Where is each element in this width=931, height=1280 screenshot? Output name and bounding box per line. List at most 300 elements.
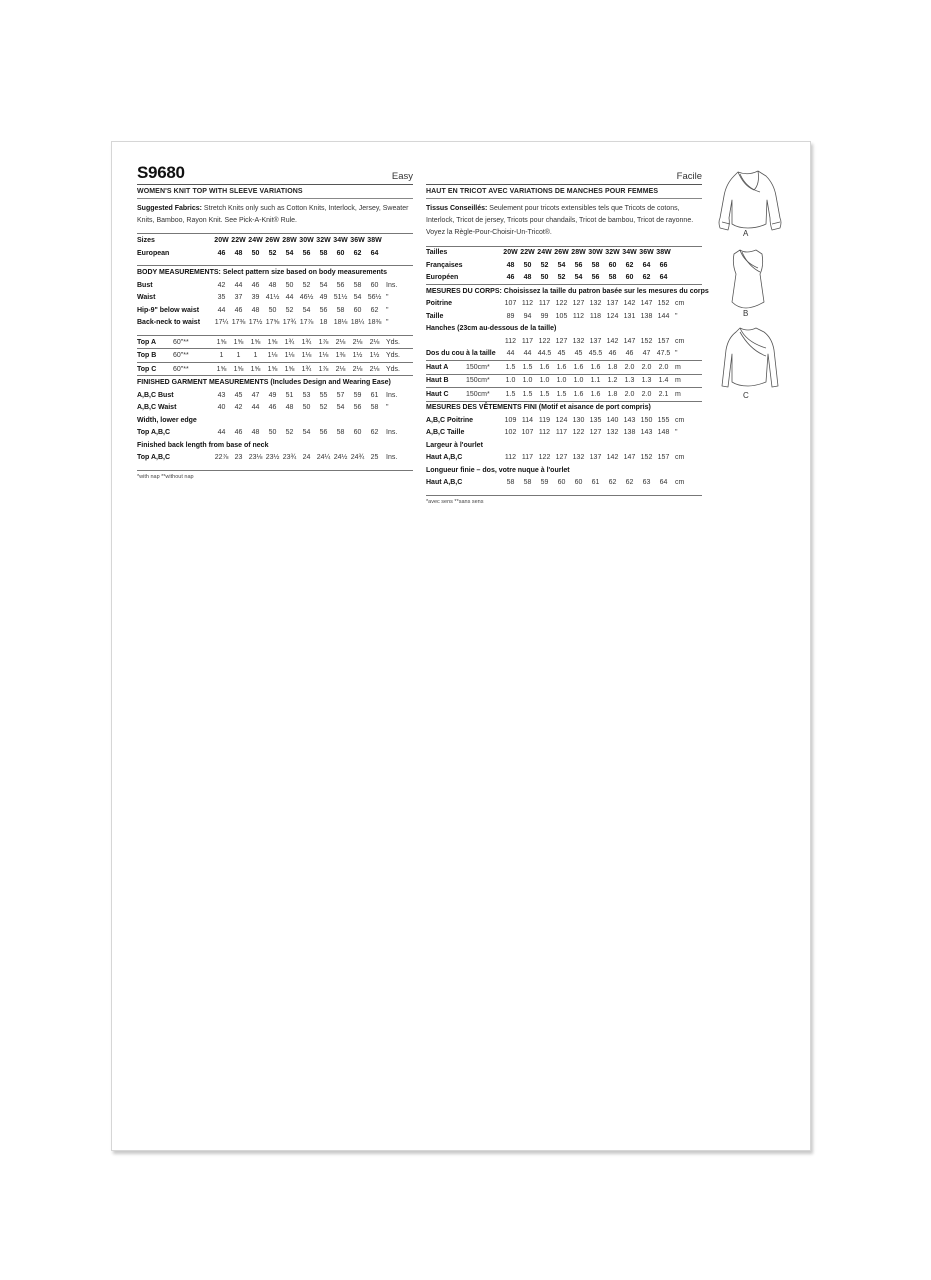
table-cell: 49 [268, 391, 277, 399]
table-cell: 23½ [265, 454, 280, 462]
row-label [426, 335, 502, 348]
table-cell: 112 [521, 300, 534, 308]
table-cell: 17⅜ [231, 319, 246, 327]
table-cell: 44.5 [537, 350, 552, 358]
table-cell: 44 [234, 281, 243, 289]
table-cell: 50 [268, 429, 277, 437]
table-cell: 22W [519, 246, 536, 259]
section-heading-row [426, 439, 702, 452]
yardage-row [426, 374, 702, 388]
section-heading [137, 376, 413, 389]
table-cell: 54 [574, 274, 583, 282]
table-cell: 57 [336, 391, 345, 399]
table-cell: 1⅝ [281, 362, 298, 376]
row-sub: 150cm* [466, 361, 502, 375]
table-cell: 62 [642, 274, 651, 282]
table-cell: 117 [538, 300, 551, 308]
english-measurements-table [137, 233, 413, 464]
table-cell: 1⅝ [230, 362, 247, 376]
section-heading-row [137, 376, 413, 389]
table-cell: 56 [319, 429, 328, 437]
top-b-sketch-icon [732, 250, 764, 308]
row-unit: cm [675, 416, 685, 424]
row-label: Dos du cou à la taille [426, 350, 496, 358]
row-unit: cm [675, 454, 685, 462]
table-cell: 38W [366, 234, 383, 247]
table-cell: 1.6 [587, 388, 604, 402]
row-sub: 60"** [173, 335, 213, 349]
table-cell: 47 [642, 350, 651, 358]
table-cell: 147 [623, 454, 636, 462]
table-cell: 107 [504, 300, 517, 308]
table-cell: 2.0 [621, 361, 638, 375]
table-cell: 59 [540, 479, 549, 487]
table-cell: 45 [574, 350, 583, 358]
table-cell: 54 [302, 306, 311, 314]
table-cell: 51½ [333, 294, 348, 302]
row-sub: 60"** [173, 349, 213, 363]
table-cell: 142 [606, 337, 619, 345]
body-row [426, 298, 702, 311]
table-cell: 132 [572, 337, 585, 345]
table-cell: 147 [640, 300, 653, 308]
table-cell: 44 [217, 429, 226, 437]
row-unit: " [386, 404, 389, 412]
row-label: Poitrine [426, 300, 453, 308]
table-cell: 102 [504, 429, 517, 437]
french-column [426, 166, 709, 506]
table-cell: 137 [589, 454, 602, 462]
table-cell: 1.0 [536, 374, 553, 388]
table-cell: 118 [589, 312, 602, 320]
table-cell: 1 [213, 349, 230, 363]
row-label: Waist [137, 294, 156, 302]
row-unit: Ins. [386, 281, 398, 289]
table-cell: 49 [319, 294, 328, 302]
table-cell: 39 [251, 294, 260, 302]
table-cell: 138 [640, 312, 653, 320]
table-cell: 45.5 [588, 350, 603, 358]
row-unit [383, 247, 413, 260]
european-row [137, 247, 413, 260]
view-label-c: C [743, 391, 749, 400]
table-cell: 48 [268, 281, 277, 289]
table-cell: 2.0 [621, 388, 638, 402]
body-row [137, 304, 413, 317]
table-cell: 22W [230, 234, 247, 247]
length-row [426, 477, 702, 490]
table-cell: 112 [572, 312, 585, 320]
table-cell: 54 [285, 249, 294, 257]
section-heading-row [426, 323, 702, 336]
table-cell: 1¾ [298, 362, 315, 376]
section-heading [426, 323, 702, 336]
row-label: A,B,C Bust [137, 391, 174, 399]
finished-row [426, 414, 702, 427]
table-cell: 122 [572, 429, 585, 437]
table-cell: 157 [657, 337, 670, 345]
table-cell: 44 [251, 404, 260, 412]
dos-row [426, 348, 702, 361]
table-cell: 140 [606, 416, 619, 424]
yardage-row [137, 335, 413, 349]
table-cell: 62 [625, 479, 634, 487]
table-cell: 46 [234, 429, 243, 437]
table-cell: 124 [606, 312, 619, 320]
finished-row [137, 389, 413, 402]
table-cell: 48 [506, 261, 515, 269]
section-heading-row [137, 414, 413, 427]
row-unit: cm [675, 300, 685, 308]
sizes-row [137, 234, 413, 247]
table-cell: 24W [536, 246, 553, 259]
table-cell: 142 [606, 454, 619, 462]
table-cell: 1 [230, 349, 247, 363]
table-cell: 50 [540, 274, 549, 282]
table-cell: 56 [591, 274, 600, 282]
table-cell: 1.1 [587, 374, 604, 388]
table-cell: 56 [336, 281, 345, 289]
table-cell: 37 [234, 294, 243, 302]
suggested-fabrics [137, 203, 413, 227]
table-cell: 117 [521, 337, 534, 345]
row-unit: Yds. [383, 349, 413, 363]
table-cell: 46 [234, 306, 243, 314]
yardage-row [137, 349, 413, 363]
section-heading-text: BODY MEASUREMENTS: [137, 269, 221, 277]
row-label: Haut B [426, 374, 466, 388]
row-label: Top A [137, 335, 173, 349]
table-cell: 2⅛ [332, 362, 349, 376]
table-cell: 42 [217, 281, 226, 289]
table-cell: 132 [572, 454, 585, 462]
table-cell: 132 [589, 300, 602, 308]
row-unit: " [386, 319, 389, 327]
table-cell: 30W [298, 234, 315, 247]
row-unit: cm [675, 479, 685, 487]
row-sub: 60"** [173, 362, 213, 376]
top-a-sketch-icon [719, 171, 781, 230]
table-cell: 56 [353, 404, 362, 412]
table-cell: 112 [504, 337, 517, 345]
table-cell: 132 [606, 429, 619, 437]
row-label: Top A,B,C [137, 429, 171, 437]
table-cell: 58 [523, 479, 532, 487]
row-sub: 150cm* [466, 388, 502, 402]
table-cell: 64 [659, 274, 668, 282]
table-cell: 144 [657, 312, 670, 320]
row-label: Haut C [426, 388, 466, 402]
table-cell: 23⅛ [248, 454, 263, 462]
table-cell: 56 [302, 249, 311, 257]
view-label-a: A [743, 229, 749, 238]
table-cell: 17⅝ [265, 319, 280, 327]
table-cell: 99 [540, 312, 549, 320]
table-cell: 34W [621, 246, 638, 259]
hanches-row [426, 335, 702, 348]
europeen-row [426, 272, 702, 285]
table-cell: 112 [504, 454, 517, 462]
table-cell: 117 [555, 429, 568, 437]
table-cell: 44 [217, 306, 226, 314]
table-cell: 46 [217, 249, 226, 257]
table-cell: 24½ [333, 454, 348, 462]
table-cell: 18⅛ [333, 319, 348, 327]
row-label: A,B,C Waist [137, 404, 177, 412]
table-cell: 1⅜ [332, 349, 349, 363]
table-cell: 131 [623, 312, 636, 320]
table-cell: 155 [657, 416, 670, 424]
table-cell: 44 [285, 294, 294, 302]
table-cell: 52 [557, 274, 566, 282]
table-cell: 137 [589, 337, 602, 345]
table-cell: 1.8 [604, 361, 621, 375]
table-cell: 47 [251, 391, 260, 399]
table-cell: 45 [557, 350, 566, 358]
table-cell: 54 [353, 294, 362, 302]
table-cell: 1.6 [570, 388, 587, 402]
table-cell: 52 [285, 429, 294, 437]
table-cell: 48 [251, 429, 260, 437]
table-cell: 26W [264, 234, 281, 247]
row-unit: " [386, 306, 389, 314]
row-unit: Yds. [383, 335, 413, 349]
section-heading [137, 266, 413, 279]
table-cell: 30W [587, 246, 604, 259]
length-row [137, 451, 413, 464]
table-cell: 2.0 [638, 388, 655, 402]
section-heading-row [426, 285, 702, 298]
row-unit: cm [675, 337, 685, 345]
table-cell: 54 [319, 281, 328, 289]
table-cell: 47.5 [656, 350, 671, 358]
table-cell: 62 [370, 429, 379, 437]
french-header [426, 166, 702, 184]
table-cell: 1⅝ [264, 335, 281, 349]
section-heading [426, 401, 702, 414]
table-cell: 147 [623, 337, 636, 345]
row-unit: " [675, 429, 678, 437]
table-cell: 50 [251, 249, 260, 257]
table-cell: 94 [523, 312, 532, 320]
table-cell: 46½ [299, 294, 314, 302]
row-unit: Ins. [386, 391, 398, 399]
table-cell: 24W [247, 234, 264, 247]
table-cell: 48 [523, 274, 532, 282]
table-cell: 1¾ [298, 335, 315, 349]
table-cell: 60 [370, 281, 379, 289]
table-cell: 122 [555, 300, 568, 308]
table-cell: 1.2 [604, 374, 621, 388]
table-cell: 1 [247, 349, 264, 363]
table-cell: 117 [521, 454, 534, 462]
table-cell: 17¾ [282, 319, 297, 327]
table-cell: 1.5 [519, 361, 536, 375]
suggested-fabrics-fr [426, 203, 702, 240]
fabrics-text: Stretch Knits only such as Cotton Knits, Interlock, Jersey, Sweater Knits, Bamboo, Rayon Knit. See Pick-A-Knit® Rule. [137, 205, 409, 225]
table-cell: 1⅝ [213, 362, 230, 376]
table-cell: 56 [319, 306, 328, 314]
table-cell: 62 [370, 306, 379, 314]
yardage-row [426, 361, 702, 375]
section-heading [137, 439, 413, 452]
table-cell: 17⅞ [299, 319, 314, 327]
table-cell: 1⅛ [281, 349, 298, 363]
table-cell: 28W [570, 246, 587, 259]
table-cell: 63 [642, 479, 651, 487]
table-cell: 127 [555, 337, 568, 345]
table-cell: 1.6 [536, 361, 553, 375]
table-cell: 50 [523, 261, 532, 269]
table-cell: 1.4 [655, 374, 672, 388]
row-label: European [137, 249, 170, 257]
row-unit [672, 246, 702, 259]
table-cell: 23¾ [282, 454, 297, 462]
table-cell: 1⅞ [315, 362, 332, 376]
table-cell: 56 [574, 261, 583, 269]
table-cell: 28W [281, 234, 298, 247]
view-sketches [710, 166, 790, 406]
body-row [426, 310, 702, 323]
yardage-row [426, 388, 702, 402]
table-cell: 1.0 [553, 374, 570, 388]
table-cell: 1.5 [536, 388, 553, 402]
table-cell: 127 [589, 429, 602, 437]
table-cell: 1½ [349, 349, 366, 363]
table-cell: 52 [285, 306, 294, 314]
table-cell: 38W [655, 246, 672, 259]
table-cell: 64 [659, 479, 668, 487]
table-cell: 52 [319, 404, 328, 412]
table-cell: 130 [572, 416, 585, 424]
finished-row [426, 427, 702, 440]
table-cell: 1⅝ [247, 335, 264, 349]
section-heading-text: Longueur finie – dos, votre nuque à l'ourlet [426, 466, 570, 474]
table-cell: 46 [506, 274, 515, 282]
table-cell: 143 [623, 416, 636, 424]
yardage-row [137, 362, 413, 376]
table-cell: 61 [370, 391, 379, 399]
row-label: Top C [137, 362, 173, 376]
table-cell: 1.6 [570, 361, 587, 375]
section-heading-rest: Select pattern size based on body measurements [222, 269, 388, 277]
table-cell: 1⅛ [264, 349, 281, 363]
row-label: Back-neck to waist [137, 319, 201, 327]
view-label-b: B [743, 309, 749, 318]
table-cell: 157 [657, 454, 670, 462]
table-cell: 20W [502, 246, 519, 259]
table-cell: 54 [557, 261, 566, 269]
table-cell: 35 [217, 294, 226, 302]
table-cell: 2.0 [638, 361, 655, 375]
french-footnote: *avec sens **sans sens [426, 495, 702, 505]
row-label: Haut A,B,C [426, 454, 463, 462]
pattern-code: S9680 [137, 163, 185, 182]
table-cell: 55 [319, 391, 328, 399]
table-cell: 1.0 [502, 374, 519, 388]
row-label: Haut A,B,C [426, 479, 463, 487]
table-cell: 46 [251, 281, 260, 289]
row-label: Sizes [137, 234, 213, 247]
table-cell: 18⅜ [367, 319, 382, 327]
table-cell: 60 [336, 249, 345, 257]
table-cell: 58 [353, 281, 362, 289]
section-heading-text: Largeur à l'ourlet [426, 441, 483, 449]
table-cell: 1.6 [587, 361, 604, 375]
table-cell: 32W [315, 234, 332, 247]
row-unit: " [675, 312, 678, 320]
section-heading-row [426, 464, 702, 477]
row-sub: 150cm* [466, 374, 502, 388]
table-cell: 53 [302, 391, 311, 399]
table-cell: 105 [555, 312, 568, 320]
table-cell: 58 [370, 404, 379, 412]
pattern-title: WOMEN'S KNIT TOP WITH SLEEVE VARIATIONS [137, 184, 413, 199]
table-cell: 18¼ [350, 319, 365, 327]
section-heading [426, 439, 702, 452]
section-heading-text: MESURES DES VÊTEMENTS FINI (Motif et aisance de port compris) [426, 404, 651, 412]
table-cell: 24¼ [316, 454, 331, 462]
english-footnote: *with nap **without nap [137, 470, 413, 480]
width-row [137, 426, 413, 439]
table-cell: 124 [555, 416, 568, 424]
francaises-row [426, 259, 702, 272]
table-cell: 52 [268, 249, 277, 257]
table-cell: 58 [319, 249, 328, 257]
table-cell: 50 [268, 306, 277, 314]
table-cell: 48 [234, 249, 243, 257]
table-cell: 32W [604, 246, 621, 259]
pattern-title-fr: HAUT EN TRICOT AVEC VARIATIONS DE MANCHES POUR FEMMES [426, 184, 702, 199]
finished-row [137, 401, 413, 414]
table-cell: 44 [506, 350, 515, 358]
table-cell: 36W [349, 234, 366, 247]
row-unit: " [386, 294, 389, 302]
section-heading [137, 414, 413, 427]
body-row [137, 279, 413, 292]
table-cell: 1⅛ [298, 349, 315, 363]
table-cell: 1⅝ [230, 335, 247, 349]
table-cell: 46 [608, 350, 617, 358]
table-cell: 26W [553, 246, 570, 259]
section-heading-text: FINISHED GARMENT MEASUREMENTS (Includes Design and Wearing Ease) [137, 379, 391, 387]
table-cell: 112 [538, 429, 551, 437]
table-cell: 54 [336, 404, 345, 412]
row-unit: m [672, 374, 702, 388]
row-label: Françaises [426, 261, 463, 269]
view-sketches-svg [710, 166, 790, 406]
width-row [426, 452, 702, 465]
body-row [137, 316, 413, 329]
table-cell: 50 [302, 404, 311, 412]
table-cell: 138 [623, 429, 636, 437]
table-cell: 119 [538, 416, 551, 424]
section-heading-text: Hanches (23cm au-dessous de la taille) [426, 325, 557, 333]
section-heading [426, 464, 702, 477]
row-unit: " [675, 350, 678, 358]
section-heading-row [137, 266, 413, 279]
table-cell: 135 [589, 416, 602, 424]
french-measurements-table [426, 246, 709, 490]
table-cell: 58 [506, 479, 515, 487]
table-cell: 2⅛ [349, 335, 366, 349]
table-cell: 58 [336, 429, 345, 437]
table-cell: 1.5 [553, 388, 570, 402]
row-unit: m [672, 388, 702, 402]
row-label: Européen [426, 274, 459, 282]
section-heading-text: MESURES DU CORPS: Choisissez la taille du patron basée sur les mesures du corps [426, 287, 709, 295]
top-c-sketch-icon [722, 328, 778, 387]
